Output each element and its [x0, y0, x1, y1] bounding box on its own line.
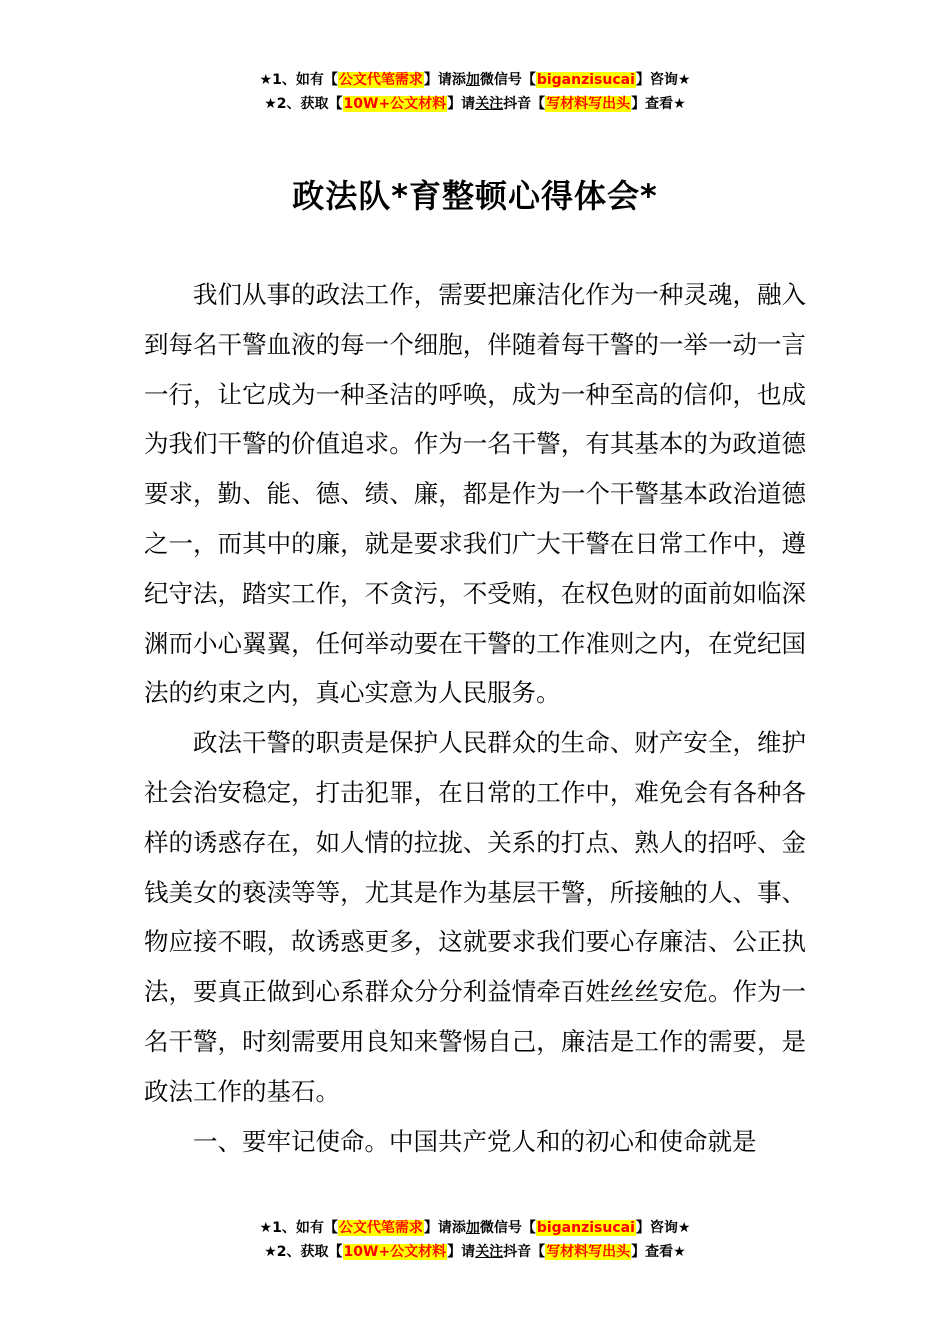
- banner-text: ★2、获取【: [264, 96, 343, 112]
- banner-text: 微信号【: [479, 1220, 536, 1236]
- banner-text: 】请添: [423, 1220, 466, 1236]
- banner-underlined-text: 加: [465, 72, 480, 88]
- banner-text: 抖音【: [503, 96, 546, 112]
- banner-line-2: [0, 1240, 950, 1264]
- banner-text: 】咨询★: [635, 1220, 691, 1236]
- banner-highlight: 10W+公文材料: [343, 1244, 447, 1260]
- banner-underlined-text: 加: [465, 1220, 480, 1236]
- banner-text: ★2、获取【: [264, 1244, 343, 1260]
- header-banner: [0, 68, 950, 116]
- banner-text: ★1、如有【: [259, 1220, 338, 1236]
- document-body: [144, 270, 806, 1166]
- banner-highlight: biganzisucai: [536, 1220, 635, 1236]
- banner-text: 抖音【: [503, 1244, 546, 1260]
- banner-highlight: biganzisucai: [536, 72, 635, 88]
- footer-banner: [0, 1216, 950, 1264]
- banner-underlined-text: 关注: [475, 1244, 504, 1260]
- banner-line-1: [0, 68, 950, 92]
- banner-text: 】请添: [423, 72, 466, 88]
- body-paragraph: 一、要牢记使命。中国共产党人和的初心和使命就是: [193, 1126, 757, 1156]
- banner-highlight: 10W+公文材料: [343, 96, 447, 112]
- document-title: 政法队*育整顿心得体会*: [292, 177, 658, 215]
- banner-text: 】请: [447, 96, 476, 112]
- banner-line-2: [0, 92, 950, 116]
- banner-text: 】请: [447, 1244, 476, 1260]
- body-paragraph: 政法干警的职责是保护人民群众的生命、财产安全，维护社会治安稳定，打击犯罪，在日常的工作中，难免会有各种各样的诱惑存在，如人情的拉拢、关系的打点、熟人的招呼、金钱美女的亵渎等等，尤其是作为基层干警，所接触的人、事、物应接不暇，故诱惑更多，这就要求我们要心存廉洁、公正执法，要真正做到心系群众分分利益情牵百姓丝丝安危。作为一名干警，时刻需要用良知来警惕自己，廉洁是工作的需要，是政法工作的基石。: [144, 728, 806, 1106]
- banner-line-1: [0, 1216, 950, 1240]
- banner-highlight: 公文代笔需求: [338, 72, 423, 88]
- banner-text: 】查看★: [631, 96, 686, 112]
- banner-highlight: 写材料写出头: [546, 1244, 631, 1260]
- banner-highlight: 公文代笔需求: [338, 1220, 423, 1236]
- banner-text: 】咨询★: [635, 72, 691, 88]
- banner-text: ★1、如有【: [259, 72, 338, 88]
- banner-highlight: 写材料写出头: [546, 96, 631, 112]
- banner-text: 】查看★: [631, 1244, 686, 1260]
- body-paragraph: 我们从事的政法工作，需要把廉洁化作为一种灵魂，融入到每名干警血液的每一个细胞，伴随着每干警的一举一动一言一行，让它成为一种圣洁的呼唤，成为一种至高的信仰，也成为我们干警的价值追求。作为一名干警，有其基本的为政道德要求，勤、能、德、绩、廉，都是作为一个干警基本政治道德之一，而其中的廉，就是要求我们广大干警在日常工作中，遵纪守法，踏实工作，不贪污，不受贿，在权色财的面前如临深渊而小心翼翼，任何举动要在干警的工作准则之内，在党纪国法的约束之内，真心实意为人民服务。: [144, 280, 806, 708]
- banner-underlined-text: 关注: [475, 96, 504, 112]
- banner-text: 微信号【: [479, 72, 536, 88]
